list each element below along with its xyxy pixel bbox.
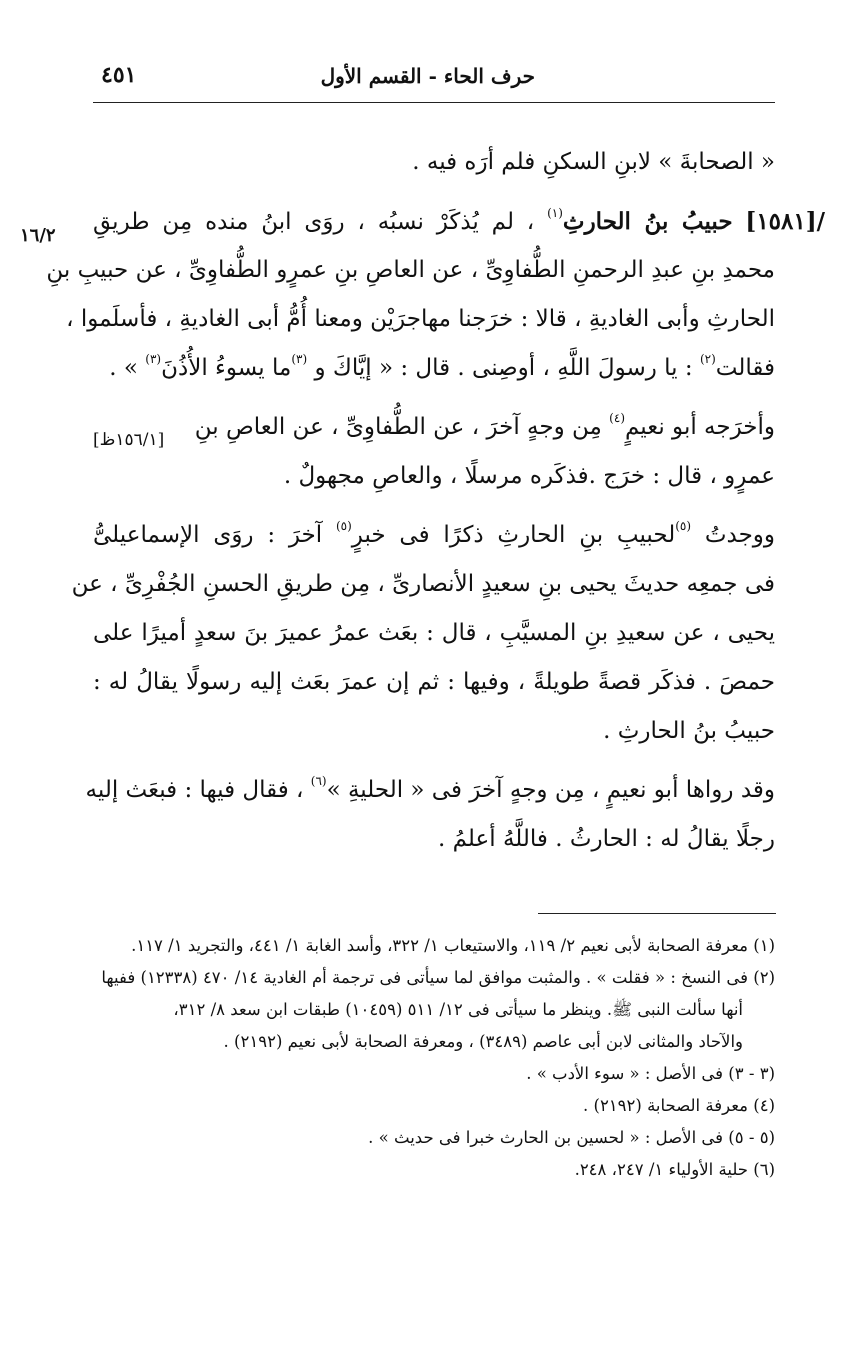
text-span: : يا رسولَ اللَّهِ ، أوصِنى . قال : « إيَّاكَ و	[314, 355, 693, 381]
footnote: (١) معرفة الصحابة لأبى نعيم ٢/ ١١٩، والاستيعاب ١/ ٣٢٢، وأسد الغابة ١/ ٤٤١، والتجريد ١/ ١١٧.	[131, 936, 775, 955]
footnotes	[93, 930, 775, 1186]
text-line	[85, 766, 775, 815]
text-span: مِن وجهٍ آخرَ ، عن الطُّفاوِىِّ ، عن العاصِ بنِ	[194, 414, 602, 440]
footnote: (٣ - ٣) فى الأصل : « سوء الأدب » .	[526, 1064, 775, 1083]
main-text	[46, 138, 826, 864]
footnote: (٢) فى النسخ : « فقلت » . والمثبت موافق لما سيأتى فى ترجمة أم الغادية ١٤/ ٤٧٠ (١٢٣٣٨) ففيها	[101, 968, 775, 987]
text-line: حبيبُ بنُ الحارثِ .	[603, 718, 775, 744]
text-span: ، فقال فيها : فبعَث إليه	[85, 777, 304, 803]
footnote-marker: (١)	[547, 206, 563, 220]
footnote: (٦) حلية الأولياء ١/ ٢٤٧، ٢٤٨.	[574, 1160, 775, 1179]
text-line: محمدِ بنِ عبدِ الرحمنِ الطُّفاوِىِّ ، عن العاصِ بنِ عمرٍو الطُّفاوِىِّ ، عن حبيبِ بنِ	[46, 257, 775, 283]
page-number: ٤٥١	[101, 62, 137, 88]
page-header	[93, 60, 775, 103]
footnote-marker: (٥)	[335, 519, 352, 533]
text-span: » .	[109, 355, 138, 381]
footnote-marker: (٦)	[310, 774, 327, 788]
text-line: الحارثِ وأبى الغاديةِ ، قالا : خرَجنا مهاجرَيْن ومعنا أُمُّ أبى الغاديةِ ، فأسلَموا ،	[66, 306, 775, 332]
text-span: ، لم يُذكَرْ نسبُه ، روَى ابنُ منده مِن طريقِ	[93, 209, 535, 235]
text-line: فى جمعِه حديثَ يحيى بنِ سعيدٍ الأنصارىِّ ، مِن طريقِ الحسنِ الجُفْرِىِّ ، عن	[71, 571, 775, 597]
footnote-continuation: والآحاد والمثانى لابن أبى عاصم (٣٤٨٩) ، ومعرفة الصحابة لأبى نعيم (٢١٩٢) .	[223, 1032, 743, 1051]
text-span: فقالت	[715, 355, 775, 381]
entry-number: /[١٥٨١]	[745, 208, 826, 235]
text-line: حمصَ . فذكَر قصةً طويلةً ، وفيها : ثم إن عمرَ بعَث إليه رسولًا يقالُ له :	[93, 669, 775, 695]
text-span: وأخرَجه أبو نعيمٍ	[625, 414, 775, 440]
footnote-continuation: أنها سألت النبى ﷺ. وينظر ما سيأتى فى ١٢/ ٥١١ (١٠٤٥٩) طبقات ابن سعد ٨/ ٣١٢،	[173, 1000, 743, 1019]
text-line: عمرٍو ، قال : خرَج .فذكَره مرسلًا ، والعاصِ مجهولٌ .	[283, 463, 775, 489]
text-span: آخرَ : روَى الإسماعيلىُّ	[93, 522, 323, 548]
text-span: ووجدتُ	[704, 522, 776, 548]
margin-bracket-reference: [١٥٦/١ظ]	[93, 430, 165, 450]
text-line: رجلًا يقالُ له : الحارثُ . فاللَّهُ أعلمُ .	[437, 826, 775, 852]
entry-name: حبيبُ بنُ الحارثِ	[562, 208, 733, 235]
footnote-marker: (٤)	[609, 411, 625, 425]
text-span: ما يسوءُ الأُذُنَ	[161, 355, 292, 381]
margin-volume-reference: ١٦/٢	[20, 225, 56, 246]
text-span: لحبيبِ بنِ الحارثِ ذكرًا فى خبرٍ	[351, 522, 676, 548]
footnote-marker: (٥)	[675, 519, 692, 533]
entry-heading-line	[93, 197, 825, 246]
running-title: حرف الحاء - القسم الأول	[320, 64, 535, 88]
text-line	[93, 344, 775, 393]
footnote: (٥ - ٥) فى الأصل : « لحسين بن الحارث خبرا فى حديث » .	[368, 1128, 775, 1147]
footnote-marker: (٢)	[699, 352, 716, 366]
footnote-separator	[538, 913, 776, 914]
text-line: يحيى ، عن سعيدِ بنِ المسيَّبِ ، قال : بعَث عمرُ عميرَ بنَ سعدٍ أميرًا على	[93, 620, 775, 646]
footnote-marker: (٣)	[291, 352, 308, 366]
footnote-marker: (٣)	[145, 352, 162, 366]
footnote: (٤) معرفة الصحابة (٢١٩٢) .	[583, 1096, 775, 1115]
text-span: وقد رواها أبو نعيمٍ ، مِن وجهٍ آخرَ فى « الحليةِ »	[326, 777, 775, 803]
text-line	[93, 511, 775, 560]
text-line: « الصحابةَ » لابنِ السكنِ فلم أرَه فيه .	[412, 149, 775, 175]
text-line	[93, 403, 775, 452]
